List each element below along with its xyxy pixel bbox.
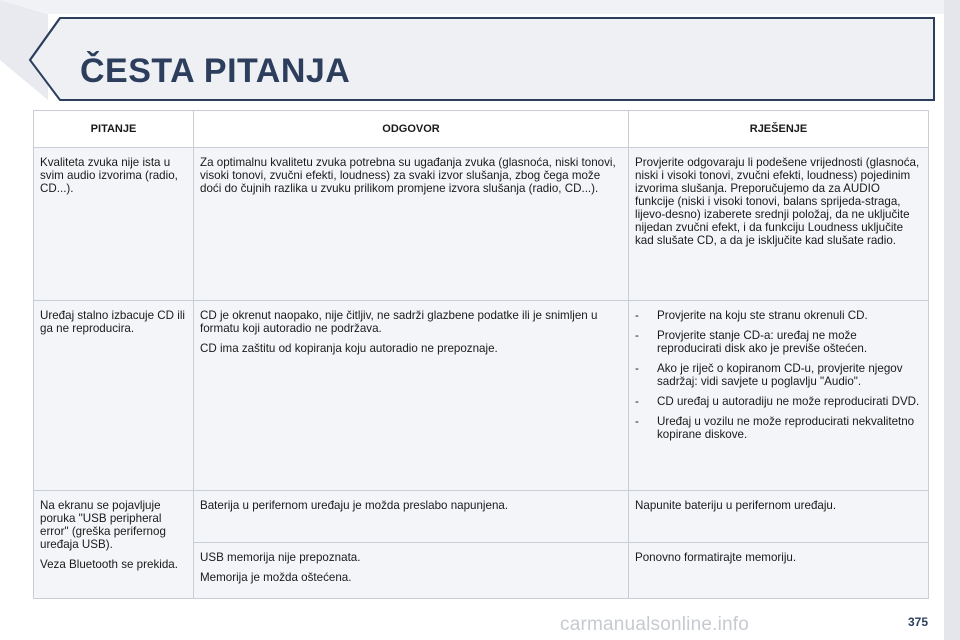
solution-cell [629, 148, 929, 301]
list-item: - Provjerite na koju ste stranu okrenuli CD. [635, 309, 922, 322]
watermark-text: carmanualsonline.info [560, 614, 750, 635]
list-item: - Ako je riječ o kopiranom CD-u, provjerite njegov sadržaj: vidi savjete u poglavlju "Audio". [635, 362, 922, 388]
solution-cell [629, 491, 929, 543]
list-item: - CD uređaj u autoradiju ne može reproducirati DVD. [635, 395, 922, 408]
answer-cell [194, 543, 629, 599]
page-title: ČESTA PITANJA [80, 52, 351, 90]
list-item: - Provjerite stanje CD-a: uređaj ne može reproducirati disk ako je previše oštećen. [635, 329, 922, 355]
page-edge-strip [944, 0, 960, 640]
page-number: 375 [907, 615, 928, 629]
question-cell [34, 301, 194, 491]
answer-text: USB memorija nije prepoznata. [200, 551, 361, 564]
question-text: Kvaliteta zvuka nije ista u svim audio izvorima (radio, CD...). [40, 156, 178, 195]
question-cell [34, 491, 194, 599]
answer-text: Baterija u perifernom uređaju je možda preslabo napunjena. [200, 499, 509, 512]
answer-cell [194, 301, 629, 491]
solution-text: Provjerite odgovaraju li podešene vrijednosti (glasnoća, niski i visoki tonovi, zvučni efekti, loudness) pojedinim izvorima slušanja. Preporučujemo da za AUDIO funkcije (niski i visoki tonovi, balans sprijeda-straga, lijevo-desno) izaberete srednji položaj, da ne uključite nijedan zvučni efekt, i da funkciju Loudness uključite kad slušate CD, a da je isključite kad slušate radio. [635, 156, 920, 247]
table-row [34, 148, 929, 301]
table-header-row [34, 111, 929, 148]
question-cell [34, 148, 194, 301]
solution-cell [629, 301, 929, 491]
solution-text: Napunite bateriju u perifernom uređaju. [635, 499, 837, 512]
answer-text: Za optimalnu kvalitetu zvuka potrebna su ugađanja zvuka (glasnoća, niski tonovi, visoki tonovi, zvučni efekti, loudness) za svaki izvor slušanja, zbog čega može doći do čujnih razlika u zvuku prilikom promjene izvora slušanja (radio, CD...). [200, 156, 616, 195]
table-row [34, 301, 929, 491]
answer-text: CD je okrenut naopako, nije čitljiv, ne sadrži glazbene podatke ili je snimljen u formatu koji autoradio ne podržava. [200, 309, 598, 335]
solution-list [635, 309, 922, 441]
table-row [34, 491, 929, 543]
answer-text: CD ima zaštitu od kopiranja koju autoradio ne prepoznaje. [200, 342, 498, 355]
list-item: - Uređaj u vozilu ne može reproducirati nekvalitetno kopirane diskove. [635, 415, 922, 441]
answer-text: Memorija je možda oštećena. [200, 571, 352, 584]
solution-text: Ponovno formatirajte memoriju. [635, 551, 797, 564]
question-text: Uređaj stalno izbacuje CD ili ga ne reproducira. [40, 309, 185, 335]
column-header-answer: ODGOVOR [194, 111, 629, 148]
column-header-solution: RJEŠENJE [629, 111, 929, 148]
column-header-question: PITANJE [34, 111, 194, 148]
answer-cell [194, 148, 629, 301]
solution-cell [629, 543, 929, 599]
answer-cell [194, 491, 629, 543]
question-text: Veza Bluetooth se prekida. [40, 558, 178, 571]
faq-table [33, 110, 929, 599]
question-text: Na ekranu se pojavljuje poruka "USB peripheral error" (greška perifernog uređaja USB). [40, 499, 166, 551]
